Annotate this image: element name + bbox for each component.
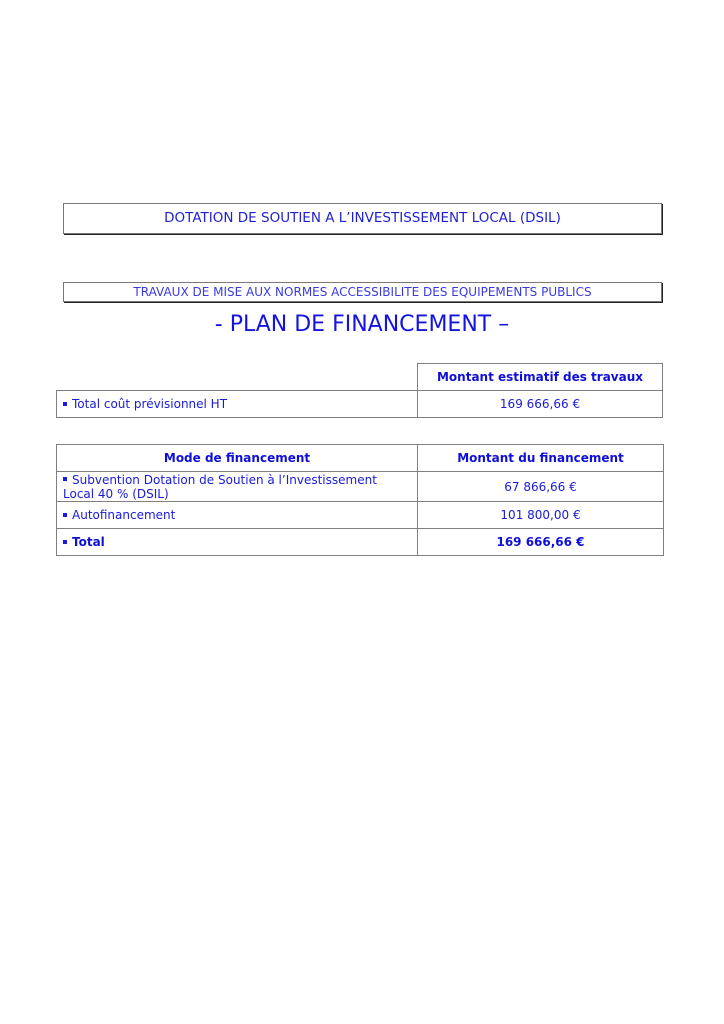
total-cell [57,529,418,556]
mode-cell [57,472,418,502]
amount-header: Montant du financement [418,445,664,472]
dsil-title-box [63,203,662,234]
cost-table [56,363,663,418]
works-title-box [63,282,662,302]
bullet-icon [63,540,67,544]
amount-value: 101 800,00 € [418,502,664,529]
cost-header: Montant estimatif des travaux [418,364,663,391]
bullet-icon [63,513,67,517]
total-label: Total [72,535,105,549]
mode-cell [57,502,418,529]
table-row [57,472,664,502]
plan-title: - PLAN DE FINANCEMENT – [214,312,510,337]
empty-cell [57,364,418,391]
dsil-title: DOTATION DE SOUTIEN A L’INVESTISSEMENT LOCAL (DSIL) [164,210,561,226]
amount-value: 67 866,66 € [418,472,664,502]
bullet-icon [63,402,67,406]
bullet-icon [63,477,67,481]
financing-table [56,444,664,556]
total-value: 169 666,66 € [418,529,664,556]
works-title: TRAVAUX DE MISE AUX NORMES ACCESSIBILITE DES EQUIPEMENTS PUBLICS [133,285,592,299]
mode-label: Autofinancement [72,508,176,522]
cost-label-cell [57,391,418,418]
total-row [57,529,664,556]
table-row [57,391,663,418]
mode-header: Mode de financement [57,445,418,472]
table-row [57,502,664,529]
table-header-row [57,445,664,472]
cost-label: Total coût prévisionnel HT [72,397,228,411]
mode-label: Subvention Dotation de Soutien à l’Investissement Local 40 % (DSIL) [63,472,377,501]
cost-value: 169 666,66 € [418,391,663,418]
